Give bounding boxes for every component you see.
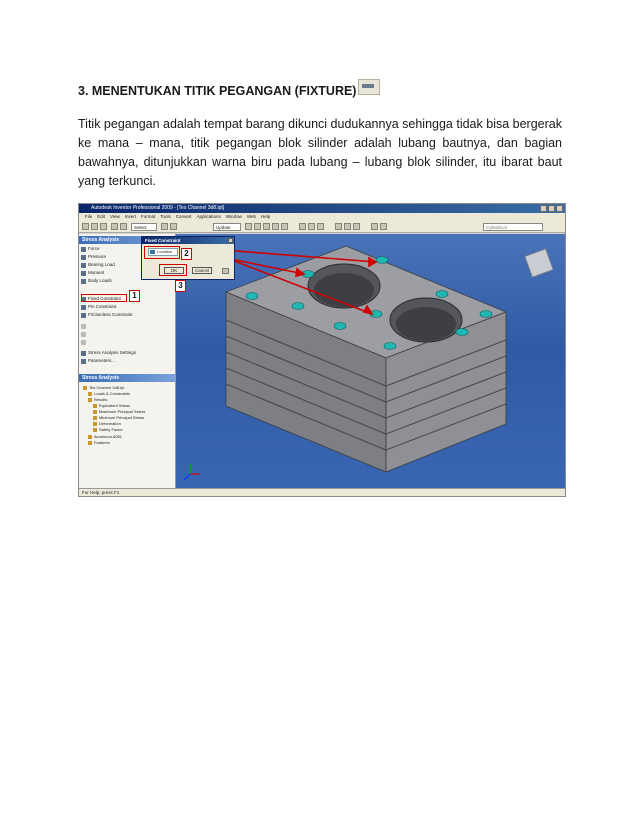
result-icon [93, 416, 97, 420]
return-icon[interactable] [161, 223, 168, 230]
body-loads-icon [81, 279, 86, 284]
panel-item-frictionless-constraint[interactable]: Frictionless Constraint [81, 312, 133, 318]
shadow-icon[interactable] [308, 223, 315, 230]
panel-item-disabled [81, 332, 86, 337]
tree-item-max-principal-stress[interactable]: Maximum Principal Stress [93, 409, 145, 414]
highlight-fixed-constraint [81, 294, 127, 302]
new-icon[interactable] [82, 223, 89, 230]
look-at-icon[interactable] [281, 223, 288, 230]
close-icon[interactable] [556, 205, 563, 212]
standard-toolbar [79, 221, 565, 233]
panel-item-disabled [81, 340, 86, 345]
section-icon[interactable] [353, 223, 360, 230]
toolbar-thumbnail-icon [358, 79, 380, 95]
menu-convert[interactable]: Convert [175, 214, 192, 219]
view-cube [525, 249, 553, 277]
color-icon[interactable] [371, 223, 378, 230]
tree-item-results[interactable]: Results [88, 397, 107, 402]
undo-icon[interactable] [111, 223, 118, 230]
menu-view[interactable]: View [110, 214, 120, 219]
status-text: For Help, press F1 [82, 490, 120, 495]
body-paragraph: Titik pegangan adalah tempat barang dikunci dudukannya sehingga tidak bisa bergerak ke mana – mana, titik pegangan blok silinder adalah lubang bautnya, dan bagian bawahnya, ditunjukkan warna biru pada lubang – lubang blok silinder, itu ibarat baut yang terkunci. [78, 117, 562, 188]
folder-icon [88, 441, 92, 445]
location-selector[interactable]: Location [148, 248, 178, 256]
select-dropdown[interactable]: Select [131, 223, 157, 231]
cylinder-bore-1-inner [314, 273, 374, 307]
window-titlebar [79, 204, 565, 213]
menu-format[interactable]: Format [140, 214, 156, 219]
bolt-hole [334, 323, 346, 330]
result-icon [93, 410, 97, 414]
redo-icon[interactable] [120, 223, 127, 230]
tree-item-part[interactable]: Tes Channel 3d8.ipt [83, 385, 124, 390]
menu-window[interactable]: Window [225, 214, 242, 219]
folder-icon [88, 398, 92, 402]
result-icon [93, 428, 97, 432]
bolt-hole [436, 291, 448, 298]
pan-icon[interactable] [254, 223, 261, 230]
display-style-icon[interactable] [299, 223, 306, 230]
section-heading-text: 3. MENENTUKAN TITIK PEGANGAN (FIXTURE) [78, 84, 357, 98]
panel-header[interactable]: Stress Analysis [79, 236, 175, 244]
panel-item-fixed-constraint[interactable]: Fixed Constraint [81, 296, 121, 302]
rotate-icon[interactable] [272, 223, 279, 230]
menu-applications[interactable]: Applications [196, 214, 221, 219]
menu-edit[interactable]: Edit [97, 214, 106, 219]
frictionless-constraint-icon [81, 313, 86, 318]
menu-insert[interactable]: Insert [124, 214, 136, 219]
bolt-hole [376, 257, 388, 264]
pressure-icon [81, 255, 86, 260]
cancel-button[interactable]: Cancel [192, 267, 212, 274]
panel-item-force[interactable]: Force [81, 246, 100, 252]
window-title: Autodesk Inventor Professional 2009 - [Tes Channel 3d8.ipt] [91, 205, 225, 211]
callout-3: 3 [175, 280, 186, 292]
result-icon [93, 422, 97, 426]
pin-constraint-icon [81, 305, 86, 310]
part-icon [83, 386, 87, 390]
tree-item-equivalent-stress[interactable]: Equivalent Stress [93, 403, 130, 408]
material-dropdown[interactable]: Cylindrical [483, 223, 543, 231]
bolt-hole [292, 303, 304, 310]
window-buttons [540, 205, 563, 212]
minimize-icon[interactable] [540, 205, 547, 212]
dialog-close-icon[interactable] [228, 238, 233, 243]
bolt-hole [480, 311, 492, 318]
menu-help[interactable]: Help [260, 214, 271, 219]
settings-icon [81, 351, 86, 356]
status-bar [79, 488, 565, 496]
tree-item-loads-constraints[interactable]: Loads & Constraints [88, 391, 130, 396]
tree-item-material[interactable]: Aluminum-6061 [88, 434, 122, 439]
bolt-hole [384, 343, 396, 350]
tree-item-features[interactable]: Features [88, 440, 110, 445]
dialog-title: Fixed Constraint [142, 237, 234, 244]
analysis-icon[interactable] [335, 223, 342, 230]
bolt-hole [456, 329, 468, 336]
panel-item-stress-analysis-settings[interactable]: Stress Analysis Settings [81, 350, 136, 356]
bearing-load-icon [81, 263, 86, 268]
menu-tools[interactable]: Tools [160, 214, 171, 219]
sketch-icon[interactable] [170, 223, 177, 230]
panel-item-moment[interactable]: Moment [81, 270, 104, 276]
panel-item-disabled [81, 324, 86, 329]
bolt-hole [246, 293, 258, 300]
inventor-screenshot [78, 203, 566, 497]
cylinder-bore-2-inner [396, 307, 456, 341]
update-button[interactable]: Update [213, 223, 241, 231]
force-icon [81, 247, 86, 252]
moment-icon [81, 271, 86, 276]
menu-bar [79, 213, 565, 221]
expand-icon[interactable] [222, 268, 229, 274]
panel-item-bearing-load[interactable]: Bearing Load [81, 262, 115, 268]
highlight-ok [159, 264, 187, 276]
ok-button[interactable]: OK [164, 267, 184, 274]
folder-icon [88, 392, 92, 396]
open-icon[interactable] [91, 223, 98, 230]
measure-icon[interactable] [344, 223, 351, 230]
panel-item-pressure[interactable]: Pressure [81, 254, 106, 260]
tree-item-deformation[interactable]: Deformation [93, 421, 121, 426]
callout-2: 2 [181, 248, 192, 260]
parameters-icon [81, 359, 86, 364]
panel-item-body-loads[interactable]: Body Loads [81, 278, 112, 284]
panel-item-pin-constraint[interactable]: Pin Constraint [81, 304, 116, 310]
tree-item-safety-factor[interactable]: Safety Factor [93, 427, 123, 432]
help-icon[interactable] [380, 223, 387, 230]
menu-web[interactable]: Web [246, 214, 256, 219]
tree-item-min-principal-stress[interactable]: Minimum Principal Stress [93, 415, 144, 420]
maximize-icon[interactable] [548, 205, 555, 212]
highlight-location [144, 246, 180, 259]
material-icon [88, 435, 92, 439]
result-icon [93, 404, 97, 408]
save-icon[interactable] [100, 223, 107, 230]
zoom-window-icon[interactable] [263, 223, 270, 230]
browser-header[interactable]: Stress Analysis [79, 374, 175, 382]
axis-line [184, 474, 190, 480]
callout-1: 1 [129, 290, 140, 302]
menu-file[interactable]: File [85, 214, 93, 219]
zoom-icon[interactable] [245, 223, 252, 230]
panel-item-parameters[interactable]: Parameters... [81, 358, 115, 364]
axis-triad [184, 464, 200, 480]
camera-icon[interactable] [317, 223, 324, 230]
section-heading [78, 84, 380, 98]
